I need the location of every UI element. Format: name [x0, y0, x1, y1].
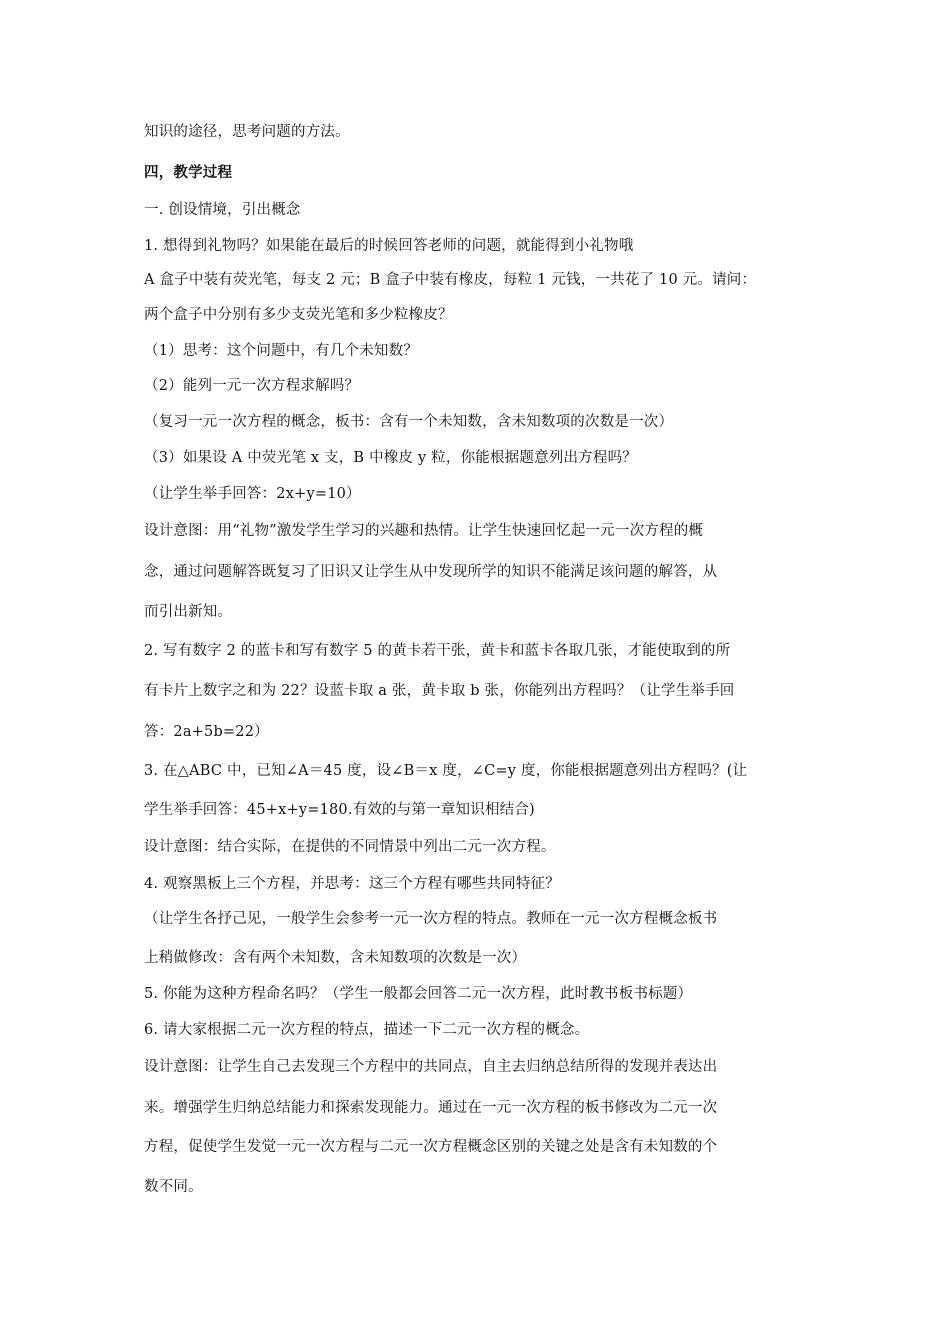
text-line: 知识的途径，思考问题的方法。: [144, 124, 350, 140]
text-line: 4. 观察黑板上三个方程，并思考：这三个方程有哪些共同特征？: [144, 876, 560, 892]
text-line: 5. 你能为这种方程命名吗？（学生一般都会回答二元一次方程，此时教书板书标题）: [144, 986, 693, 1002]
text-line: 设计意图：用“礼物”激发学生学习的兴趣和热情。让学生快速回忆起一元一次方程的概: [144, 523, 704, 539]
text-line: 学生举手回答：45+x+y=180.有效的与第一章知识相结合): [144, 802, 535, 818]
text-line: 而引出新知。: [144, 604, 233, 620]
text-line: （2）能列一元一次方程求解吗？: [144, 378, 360, 394]
section-heading: 四，教学过程: [144, 165, 233, 181]
text-line: 来。增强学生归纳总结能力和探索发现能力。通过在一元一次方程的板书修改为二元一次: [144, 1100, 718, 1116]
text-line: 设计意图：让学生自己去发现三个方程中的共同点，自主去归纳总结所得的发现并表达出: [144, 1059, 718, 1075]
text-line: 数不同。: [144, 1179, 203, 1195]
text-line: 1. 想得到礼物吗？如果能在最后的时候回答老师的问题，就能得到小礼物哦: [144, 238, 634, 254]
text-line: A 盒子中装有荧光笔，每支 2 元；B 盒子中装有橡皮，每粒 1 元钱，一共花了 10 元。请问：: [144, 272, 757, 288]
text-line: （复习一元一次方程的概念，板书：含有一个未知数，含未知数项的次数是一次）: [144, 414, 674, 430]
text-line: 6. 请大家根据二元一次方程的特点，描述一下二元一次方程的概念。: [144, 1022, 590, 1038]
text-line: （3）如果设 A 中荧光笔 x 支，B 中橡皮 y 粒，你能根据题意列出方程吗？: [144, 450, 637, 466]
text-line: 上稍做修改：含有两个未知数，含未知数项的次数是一次）: [144, 950, 527, 966]
text-line: 两个盒子中分别有多少支荧光笔和多少粒橡皮？: [144, 307, 453, 323]
subsection-heading: 一. 创设情境，引出概念: [144, 202, 301, 218]
text-line: （让学生举手回答：2x+y=10）: [144, 486, 361, 502]
text-line: 念，通过问题解答既复习了旧识又让学生从中发现所学的知识不能满足该问题的解答，从: [144, 564, 718, 580]
text-line: 设计意图：结合实际，在提供的不同情景中列出二元一次方程。: [144, 839, 556, 855]
text-line: （让学生各抒己见，一般学生会参考一元一次方程的特点。教师在一元一次方程概念板书: [144, 911, 718, 927]
text-line: 方程，促使学生发觉一元一次方程与二元一次方程概念区别的关键之处是含有未知数的个: [144, 1139, 718, 1155]
text-line: 2. 写有数字 2 的蓝卡和写有数字 5 的黄卡若干张，黄卡和蓝卡各取几张，才能使取到的所: [144, 643, 731, 659]
text-line: 3. 在△ABC 中，已知∠A＝45 度，设∠B＝x 度，∠C=y 度，你能根据题意列出方程吗？(让: [144, 763, 748, 779]
text-line: 有卡片上数字之和为 22？设蓝卡取 a 张，黄卡取 b 张，你能列出方程吗？（让学生举手回: [144, 683, 735, 699]
text-line: （1）思考：这个问题中，有几个未知数？: [144, 343, 419, 359]
text-line: 答：2a+5b=22）: [144, 724, 269, 740]
